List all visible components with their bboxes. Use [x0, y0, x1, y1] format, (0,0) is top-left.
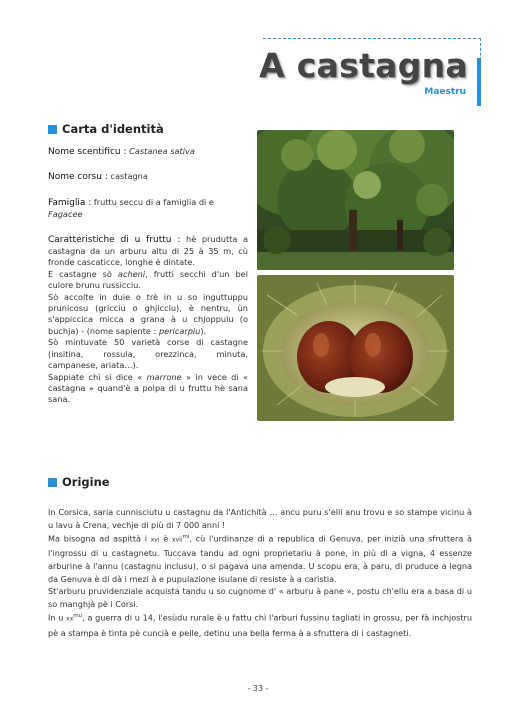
page-subtitle: Maestru	[424, 87, 466, 97]
bullet-square-icon	[48, 478, 57, 487]
scientific-name-label: Nome scentificu :	[48, 147, 127, 157]
origin-p2-sup: mi	[182, 534, 190, 541]
traits-label: Caratteristiche di u fruttu :	[48, 234, 181, 245]
page-title: A castagna	[259, 46, 468, 85]
corsican-name-label: Nome corsu :	[48, 172, 108, 183]
chestnut-tree-photo	[257, 130, 454, 270]
origin-p4-rest: , a guerra di u 14, l'esùdu rurale è u fattu chì l'arburi fussinu tagliati in grossu, per fà inchjostru pè a stampa è tinta pè cuncià e pelle, detinu una bella ferma à a sfruttera di i castagneti.	[48, 613, 472, 638]
traits-line-5a: Sappiate chì si dice «	[48, 371, 143, 382]
origin-p2-century-2: xvii	[172, 536, 183, 544]
traits-line-2a: E castagne sò	[48, 268, 112, 279]
origin-paragraph-3: St'arburu pruvidenziale acquista tandu u so cugnome d' « arburu à pane », postu ch'ellu era a basa di u so manghjà pè i Corsi.	[48, 586, 472, 609]
origin-p2-start: Ma bisogna ad aspittà i	[48, 533, 147, 544]
title-accent-bar	[477, 58, 481, 106]
corsican-name-value: castagna	[110, 171, 148, 182]
page-number: - 33 -	[247, 684, 269, 693]
traits-line-1: hè prudutta a castagna da un arburu altu di 25 à 35 m, cù fronde cascaticce, longhe è dintate.	[48, 233, 248, 268]
identity-heading	[48, 122, 164, 136]
origin-paragraph-1: In Corsica, saria cunnisciutu u castagnu da l'Antichità … ancu puru s'elli anu trovu e so stampe vicinu à u lavu à Crena, vechje di più di 7 000 anni !	[48, 507, 472, 530]
traits-line-3b: ).	[200, 325, 207, 336]
traits-line-3-italic: pericarpiu	[158, 325, 201, 336]
family-value: fruttu seccu di a famiglia di e	[93, 196, 214, 207]
family-value-italic: Fagacee	[48, 209, 83, 220]
traits-line-2-italic: acheni	[117, 268, 146, 279]
traits-line-4: Sò mintuvate 50 varietà corse di castagne (insitina, rossula, orezzinca, minuta, campanese, ariata…).	[48, 337, 248, 371]
origin-p4-century: xx	[66, 616, 74, 624]
corsican-name-field	[48, 171, 248, 183]
origin-p2-and: è	[163, 533, 169, 544]
traits-line-2b: , frutti secchi d'un bel culore brunu russicciu.	[48, 268, 248, 291]
family-field	[48, 197, 248, 221]
fruit-characteristics	[48, 234, 248, 406]
identity-card	[48, 146, 248, 406]
origin-text	[48, 506, 472, 639]
identity-heading-text: Carta d'identità	[62, 122, 164, 136]
origin-p2-rest: , cù l'urdinanze di a republica di Genuva, per inizià una sfruttera à l'ingrossu di u castagnetu. Tuccava tandu ad ogni proprietariu à pone, in più di a vigna, 4 essenze arburine à l'annu (castagnu inclusu), o si pagava una amenda. U scopu era, à paru, di pruduce a legna da Genuva è di dà i mezi à e pupulazione isulane di resiste à a caristia.	[48, 533, 473, 584]
origin-p4-sup: mu	[73, 613, 83, 620]
traits-line-3a: Sò accolte in duie o trè in u so inguttuppu prunicosu (gricciu o ghjicciu), è nentru, ùn s'appiccica micca a grana à u chjoppulu (o buchja) - (nome sapiente :	[48, 291, 248, 336]
origin-paragraph-4	[48, 610, 472, 639]
traits-line-5b: » in vece di « castagna » quand'è a polpa di u fruttu hè sana sana.	[48, 371, 249, 405]
origin-paragraph-2	[48, 531, 472, 585]
origin-p2-century-1: xvi	[150, 536, 160, 544]
origin-heading	[48, 475, 110, 489]
scientific-name-value: Castanea sativa	[129, 146, 195, 156]
family-label: Famiglia :	[48, 197, 92, 208]
chestnut-burr-photo	[257, 275, 454, 421]
traits-line-5-italic: marrone	[146, 371, 182, 382]
bullet-square-icon	[48, 125, 57, 134]
origin-p4-start: In u	[48, 613, 64, 624]
scientific-name-field	[48, 146, 248, 158]
origin-heading-text: Origine	[62, 475, 110, 489]
